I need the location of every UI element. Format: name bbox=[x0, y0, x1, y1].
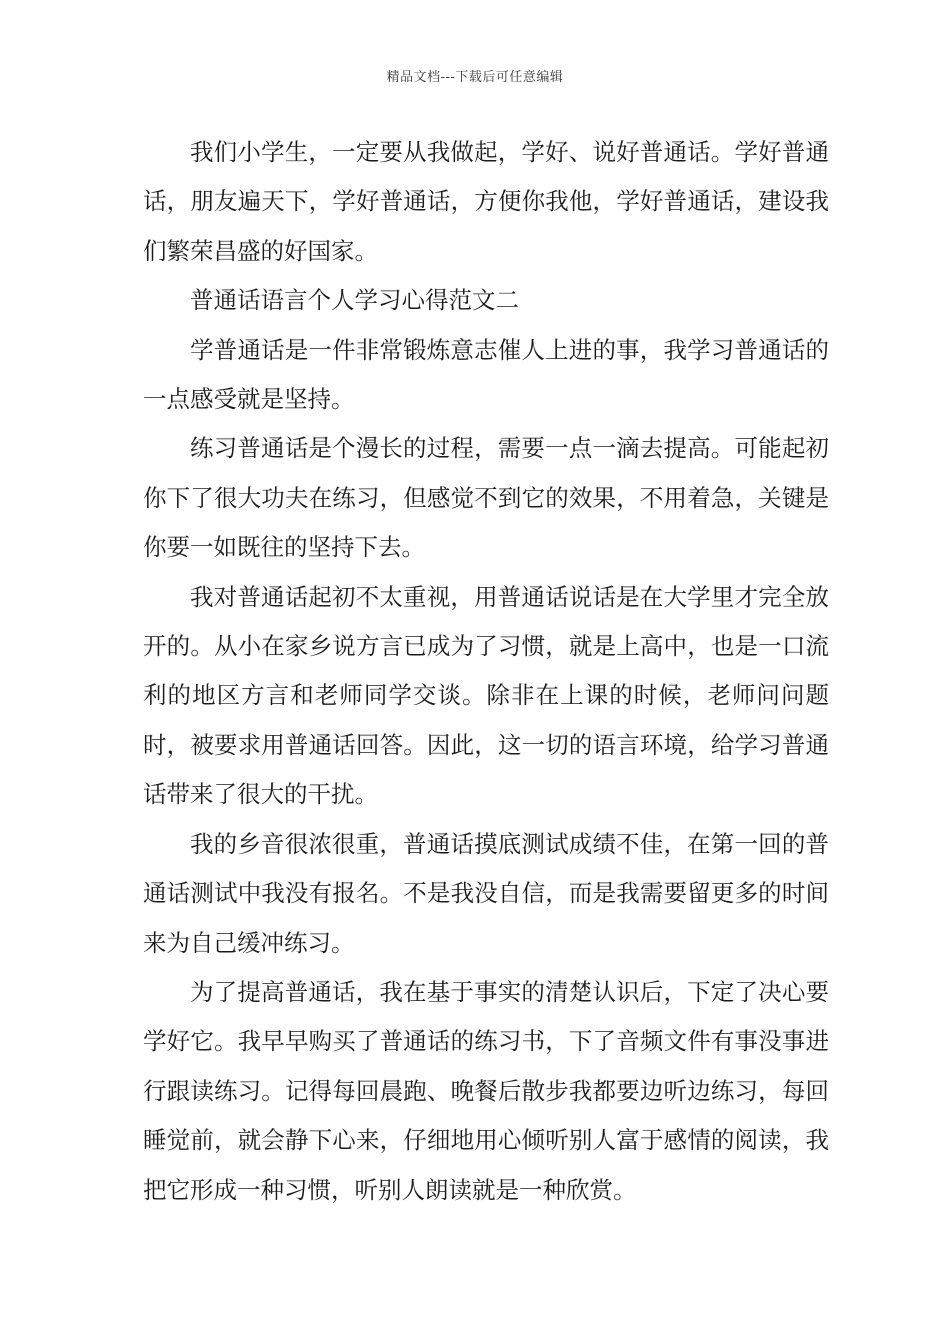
page-header: 精品文档---下载后可任意编辑 bbox=[386, 70, 564, 85]
document-body bbox=[143, 128, 829, 1215]
paragraph-improvement: 为了提高普通话，我在基于事实的清楚认识后，下定了决心要学好它。我早早购买了普通话的练习书，下了音频文件有事没事进行跟读练习。记得每回晨跑、晚餐后散步我都要边听边练习，每回睡觉前，就会静下心来，仔细地用心倾听别人富于感情的阅读，我把它形成一种习惯，听别人朗读就是一种欣赏。 bbox=[143, 977, 829, 1204]
section-heading: 普通话语言个人学习心得范文二 bbox=[190, 286, 519, 315]
paragraph-practice: 练习普通话是个漫长的过程，需要一点一滴去提高。可能起初你下了很大功夫在练习，但感觉不到它的效果，不用着急，关键是你要一如既往的坚持下去。 bbox=[143, 434, 829, 562]
paragraph-intro: 学普通话是一件非常锻炼意志催人上进的事，我学习普通话的一点感受就是坚持。 bbox=[143, 335, 829, 414]
paragraph-accent: 我的乡音很浓很重，普通话摸底测试成绩不佳，在第一回的普通话测试中我没有报名。不是我没自信，而是我需要留更多的时间来为自己缓冲练习。 bbox=[143, 829, 829, 957]
paragraph-conclusion: 我们小学生，一定要从我做起，学好、说好普通话。学好普通话，朋友遍天下，学好普通话，方便你我他，学好普通话，建设我们繁荣昌盛的好国家。 bbox=[143, 138, 829, 265]
paragraph-background: 我对普通话起初不太重视，用普通话说话是在大学里才完全放开的。从小在家乡说方言已成为了习惯，就是上高中，也是一口流利的地区方言和老师同学交谈。除非在上课的时候，老师问问题时，被要求用普通话回答。因此，这一切的语言环境，给学习普通话带来了很大的干扰。 bbox=[143, 582, 829, 809]
